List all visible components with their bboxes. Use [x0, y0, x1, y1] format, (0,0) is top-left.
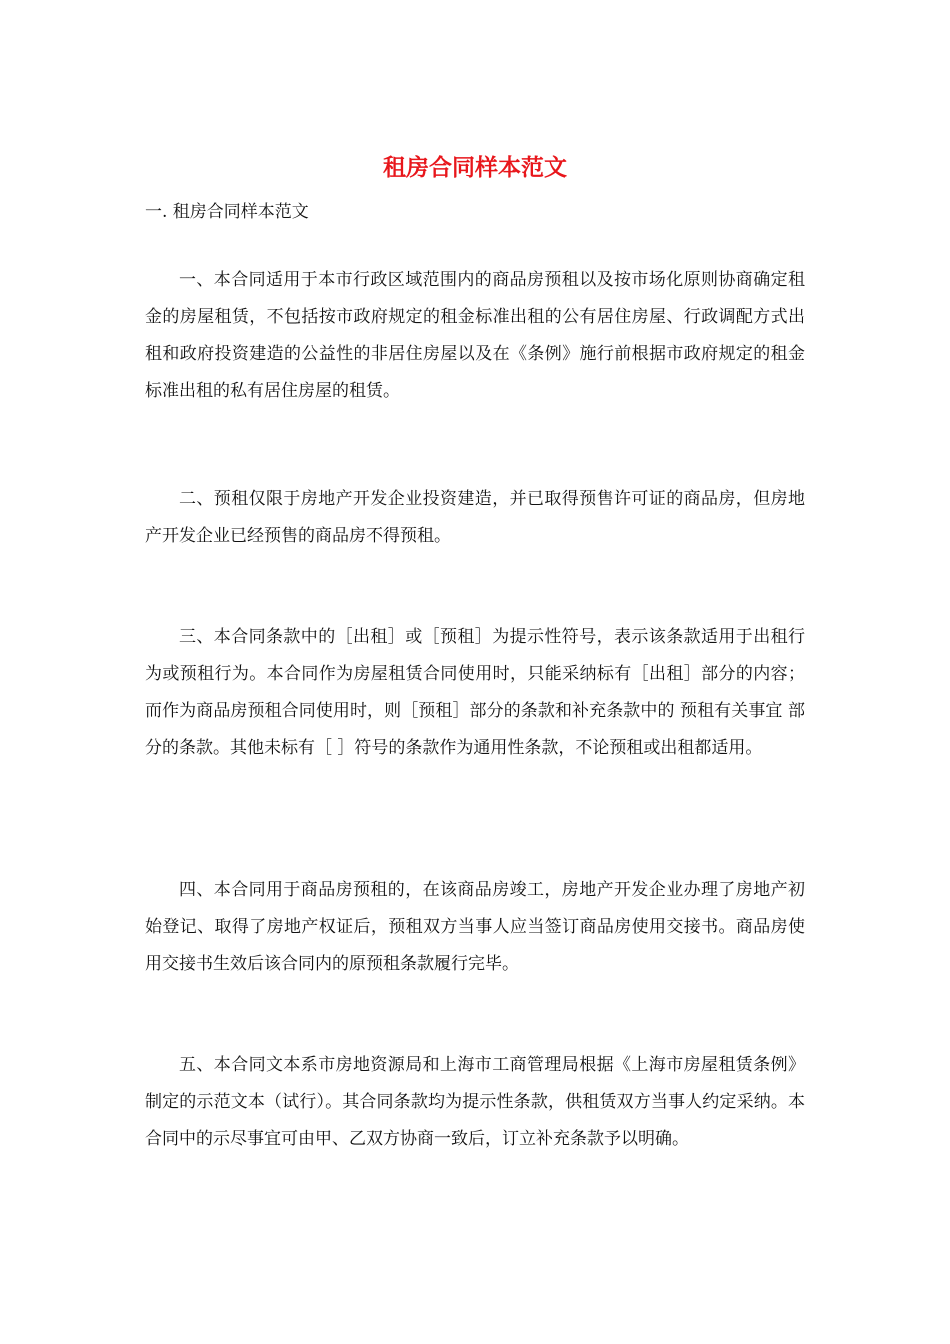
- section-heading: 一. 租房合同样本范文: [145, 202, 309, 222]
- page-title: 租房合同样本范文: [383, 154, 567, 181]
- paragraph-5: 五、本合同文本系市房地资源局和上海市工商管理局根据《上海市房屋租赁条例》制定的示范文本（试行）。其合同条款均为提示性条款，供租赁双方当事人约定采纳。本合同中的示尽事宜可由甲、乙双方协商一致后，订立补充条款予以明确。: [145, 1055, 805, 1149]
- paragraph-3: 三、本合同条款中的［出租］或［预租］为提示性符号，表示该条款适用于出租行为或预租行为。本合同作为房屋租赁合同使用时，只能采纳标有［出租］部分的内容；而作为商品房预租合同使用时，则［预租］部分的条款和补充条款中的 预租有关事宜 部分的条款。其他未标有［ ］符号的条款作为通用性条款，不论预租或出租都适用。: [145, 627, 805, 758]
- paragraph-4: 四、本合同用于商品房预租的，在该商品房竣工，房地产开发企业办理了房地产初始登记、取得了房地产权证后，预租双方当事人应当签订商品房使用交接书。商品房使用交接书生效后该合同内的原预租条款履行完毕。: [145, 880, 805, 974]
- paragraph-2: 二、预租仅限于房地产开发企业投资建造，并已取得预售许可证的商品房，但房地产开发企业已经预售的商品房不得预租。: [145, 489, 805, 546]
- paragraph-1: 一、本合同适用于本市行政区域范围内的商品房预租以及按市场化原则协商确定租金的房屋租赁，不包括按市政府规定的租金标准出租的公有居住房屋、行政调配方式出租和政府投资建造的公益性的非居住房屋以及在《条例》施行前根据市政府规定的租金标准出租的私有居住房屋的租赁。: [145, 270, 805, 401]
